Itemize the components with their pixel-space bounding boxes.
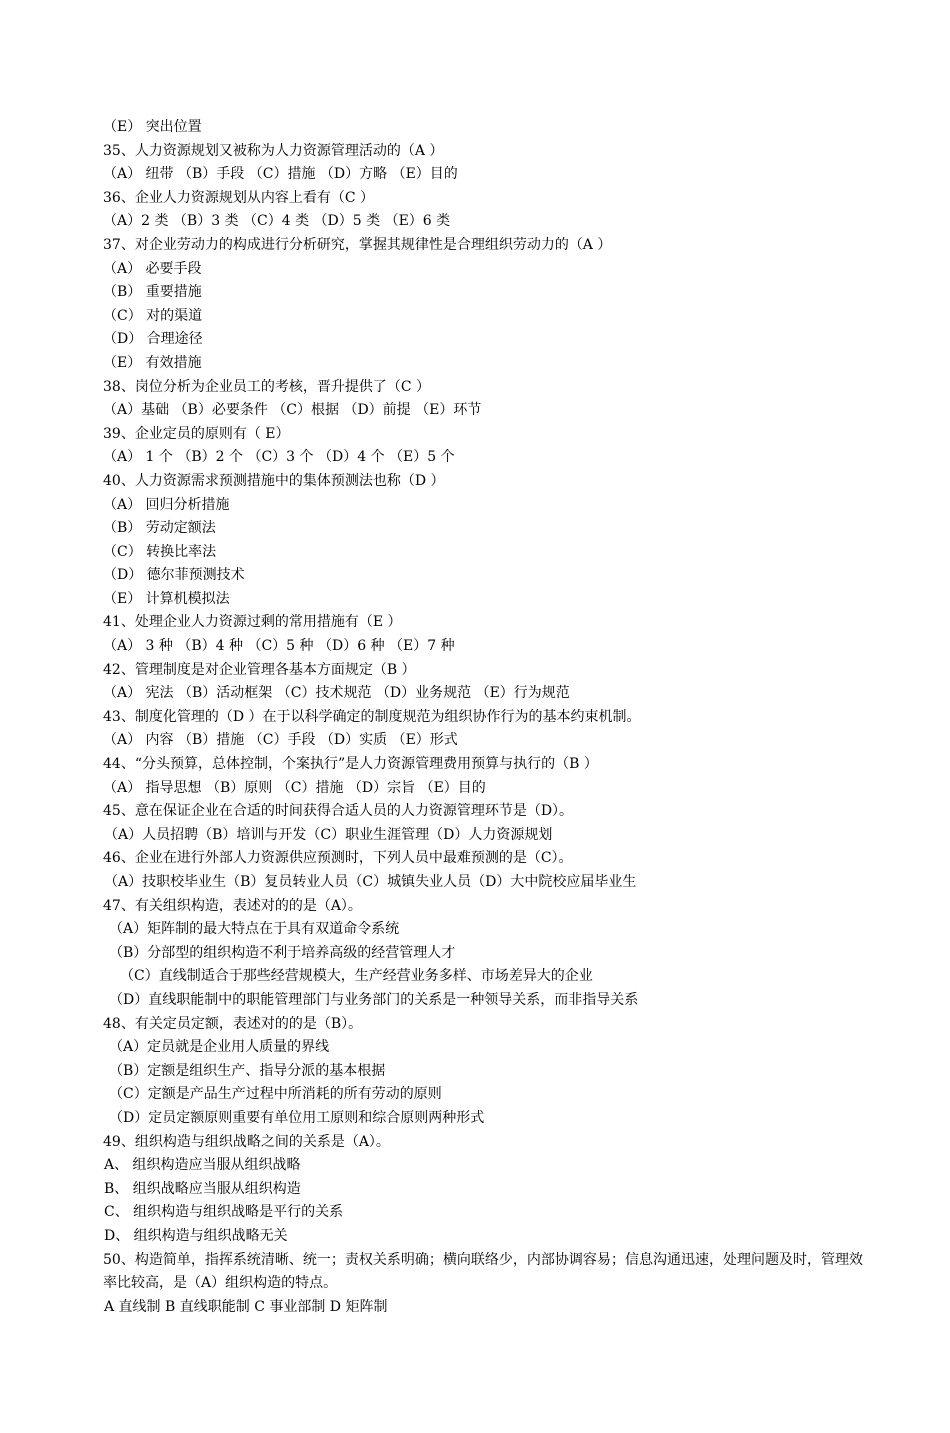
question-49: 49、组织构造与组织战略之间的关系是（A）。	[103, 1133, 390, 1150]
question-46: 46、企业在进行外部人力资源供应预测时，下列人员中最难预测的是（C）。	[103, 850, 573, 867]
option-47-c: （C）直线制适合于那些经营规模大，生产经营业务多样、市场差异大的企业	[120, 968, 593, 985]
option-47-d: （D）直线职能制中的职能管理部门与业务部门的关系是一种领导关系，而非指导关系	[109, 991, 639, 1008]
option-40-b: （B） 劳动定额法	[103, 520, 216, 537]
option-47-b: （B）分部型的组织构造不利于培养高级的经营管理人才	[109, 944, 456, 961]
options-39: （A） 1 个 （B）2 个 （C）3 个 （D）4 个 （E）5 个	[103, 449, 455, 466]
option-37-e: （E） 有效措施	[103, 354, 202, 371]
option-40-c: （C） 转换比率法	[103, 543, 217, 560]
question-40: 40、人力资源需求预测措施中的集体预测法也称（D ）	[103, 472, 445, 489]
options-43: （A） 内容 （B）措施 （C）手段 （D）实质 （E）形式	[103, 732, 458, 749]
question-50: 50、构造简单，指挥系统清晰、统一；责权关系明确；横向联络少，内部协调容易；信息沟通迅速，处理问题及时，管理效率比较高，是（A）组织构造的特点。	[103, 1251, 863, 1292]
option-48-c: （C）定额是产品生产过程中所消耗的所有劳动的原则	[109, 1086, 442, 1103]
question-39: 39、企业定员的原则有（ E）	[103, 425, 290, 442]
option-48-a: （A）定员就是企业用人质量的界线	[109, 1039, 330, 1056]
question-42: 42、管理制度是对企业管理各基本方面规定（B ）	[103, 661, 416, 678]
option-49-c: C、 组织构造与组织战略是平行的关系	[104, 1204, 344, 1221]
option-49-a: A、 组织构造应当服从组织战略	[104, 1157, 301, 1174]
option-37-a: （A） 必要手段	[103, 260, 202, 277]
option-48-b: （B）定额是组织生产、指导分派的基本根据	[109, 1062, 386, 1079]
option-line: （E） 突出位置	[103, 119, 202, 135]
option-37-c: （C） 对的渠道	[103, 307, 203, 324]
options-38: （A）基础 （B）必要条件 （C）根据 （D）前提 （E）环节	[103, 402, 482, 419]
question-36: 36、企业人力资源规划从内容上看有（C ）	[103, 189, 374, 206]
question-37: 37、对企业劳动力的构成进行分析研究，掌握其规律性是合理组织劳动力的（A ）	[103, 236, 612, 253]
options-45: （A）人员招聘（B）培训与开发（C）职业生涯管理（D）人力资源规划	[104, 826, 553, 843]
option-37-b: （B） 重要措施	[103, 284, 202, 301]
option-40-e: （E） 计算机模拟法	[103, 590, 230, 607]
options-42: （A） 宪法 （B）活动框架 （C）技术规范 （D）业务规范 （E）行为规范	[103, 685, 570, 702]
option-40-d: （D） 德尔菲预测技术	[103, 567, 245, 584]
question-38: 38、岗位分析为企业员工的考核，晋升提供了（C ）	[103, 378, 430, 395]
option-49-b: B、 组织战略应当服从组织构造	[104, 1180, 301, 1197]
options-36: （A）2 类 （B）3 类 （C）4 类 （D）5 类 （E）6 类	[103, 213, 451, 230]
question-44: 44、“分头预算，总体控制，个案执行”是人力资源管理费用预算与执行的（B ）	[103, 756, 598, 773]
options-44: （A） 指导思想 （B）原则 （C）措施 （D）宗旨 （E）目的	[103, 779, 486, 796]
option-49-d: D、 组织构造与组织战略无关	[104, 1227, 288, 1244]
question-list	[103, 116, 863, 1319]
question-43: 43、制度化管理的（D ）在于以科学确定的制度规范为组织协作行为的基本约束机制。	[103, 708, 641, 725]
options-46: （A）技职校毕业生（B）复员转业人员（C）城镇失业人员（D）大中院校应届毕业生	[104, 874, 637, 890]
question-35: 35、人力资源规划又被称为人力资源管理活动的（A ）	[103, 142, 444, 159]
question-47: 47、有关组织构造，表述对的的是（A）。	[103, 897, 362, 914]
option-37-d: （D） 合理途径	[103, 331, 203, 348]
options-50: A 直线制 B 直线职能制 C 事业部制 D 矩阵制	[104, 1298, 388, 1315]
option-40-a: （A） 回归分析措施	[103, 496, 230, 513]
question-45: 45、意在保证企业在合适的时间获得合适人员的人力资源管理环节是（D）。	[103, 803, 574, 820]
option-48-d: （D）定员定额原则重要有单位用工原则和综合原则两种形式	[109, 1109, 485, 1126]
option-47-a: （A）矩阵制的最大特点在于具有双道命令系统	[109, 921, 400, 938]
options-41: （A） 3 种 （B）4 种 （C）5 种 （D）6 种 （E）7 种	[103, 638, 455, 655]
options-35: （A） 纽带 （B）手段 （C）措施 （D）方略 （E）目的	[103, 166, 458, 183]
question-41: 41、处理企业人力资源过剩的常用措施有（E ）	[103, 614, 402, 631]
question-48: 48、有关定员定额，表述对的的是（B）。	[103, 1015, 363, 1032]
